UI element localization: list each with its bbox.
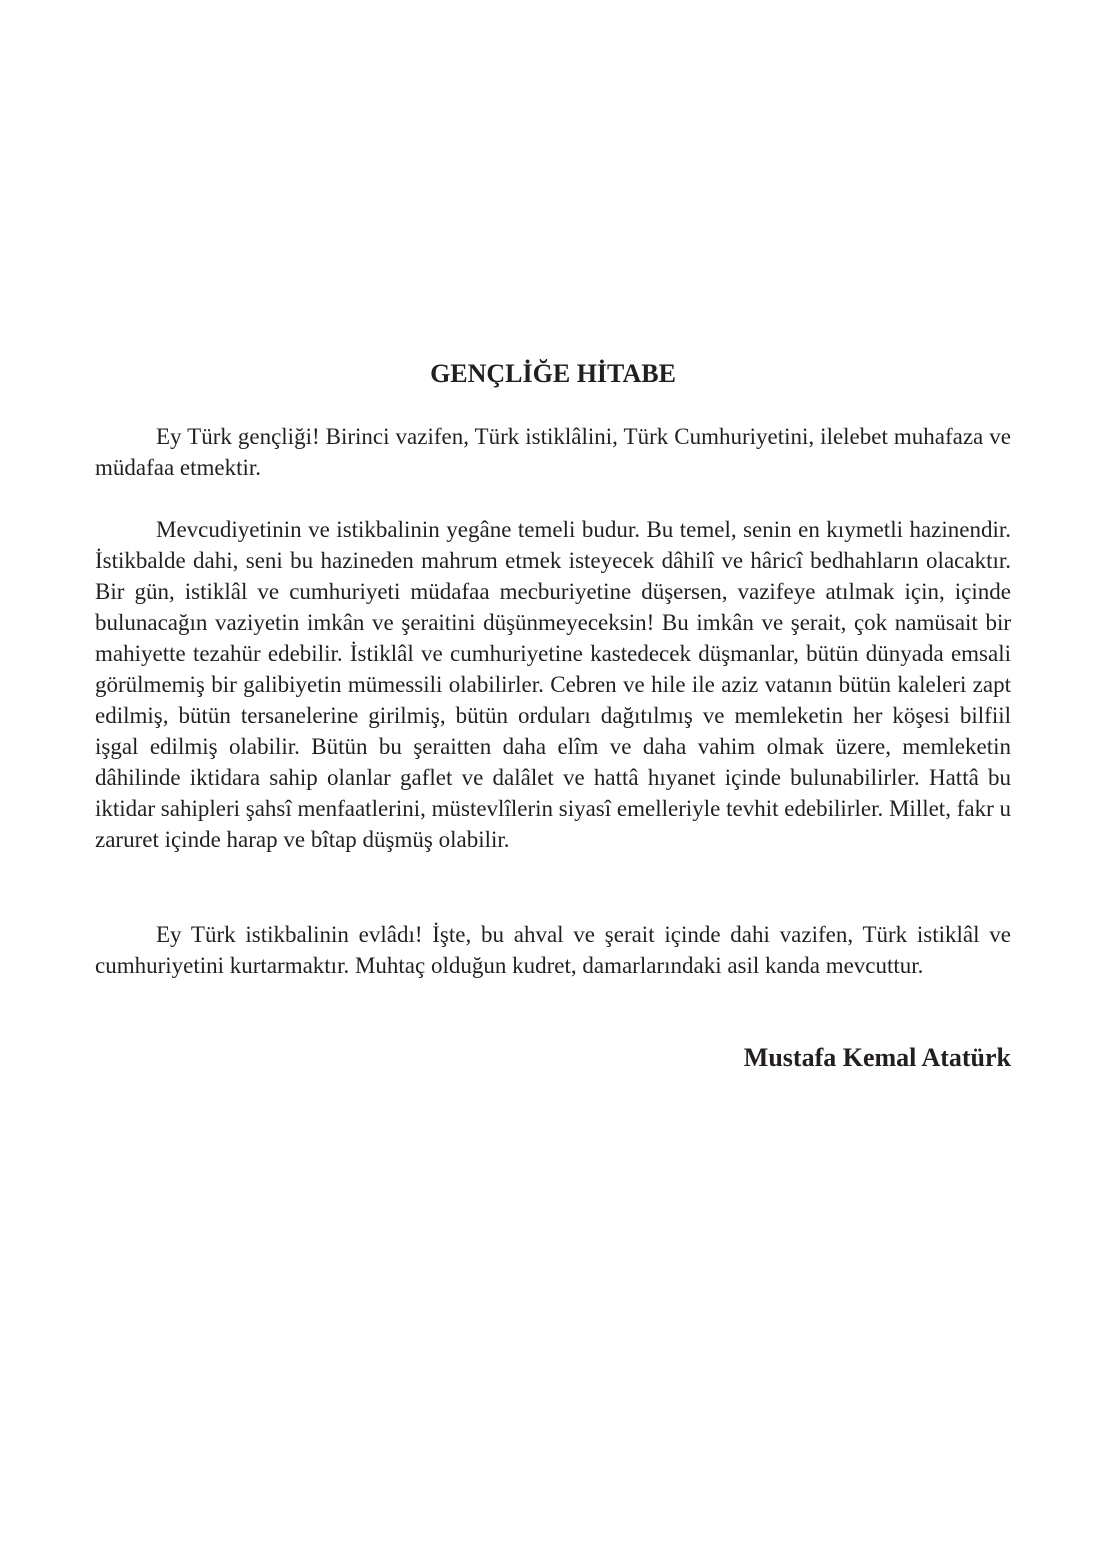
paragraph-3: Ey Türk istikbalinin evlâdı! İşte, bu ahval ve şerait içinde dahi vazifen, Türk istiklâl ve cumhuriyetini kurtarmaktır. Muhtaç olduğun kudret, damarlarındaki asil kanda mevcuttur. bbox=[95, 922, 1011, 978]
author-signature: Mustafa Kemal Atatürk bbox=[743, 1043, 1011, 1072]
page-title: GENÇLİĞE HİTABE bbox=[430, 359, 676, 388]
paragraph-2: Mevcudiyetinin ve istikbalinin yegâne temeli budur. Bu temel, senin en kıymetli hazinendir. İstikbalde dahi, seni bu hazineden mahrum etmek isteyecek dâhilî ve hâricî bedhahların olacaktır. Bir gün, istiklâl ve cumhuriyeti müdafaa mecburiyetine düşersen, vazifeye atılmak için, içinde bulunacağın vaziyetin imkân ve şeraitini düşünmeyeceksin! Bu imkân ve şerait, çok namüsait bir mahiyette tezahür edebilir. İstiklâl ve cumhuriyetine kastedecek düşmanlar, bütün dünyada emsali görülmemiş bir galibiyetin mümessili olabilirler. Cebren ve hile ile aziz vatanın bütün kaleleri zapt edilmiş, bütün tersanelerine girilmiş, bütün orduları dağıtılmış ve memleketin her köşesi bilfiil işgal edilmiş olabilir. Bütün bu şeraitten daha elîm ve daha vahim olmak üzere, memleketin dâhilinde iktidara sahip olanlar gaflet ve dalâlet ve hattâ hıyanet içinde bulunabilirler. Hattâ bu iktidar sahipleri şahsî menfaatlerini, müstevlîlerin siyasî emelleriyle tevhit edebilirler. Millet, fakr u zaruret içinde harap ve bîtap düşmüş olabilir. bbox=[95, 517, 1011, 852]
paragraph-1: Ey Türk gençliği! Birinci vazifen, Türk istiklâlini, Türk Cumhuriyetini, ilelebet muhafaza ve müdafaa etmektir. bbox=[95, 424, 1011, 480]
